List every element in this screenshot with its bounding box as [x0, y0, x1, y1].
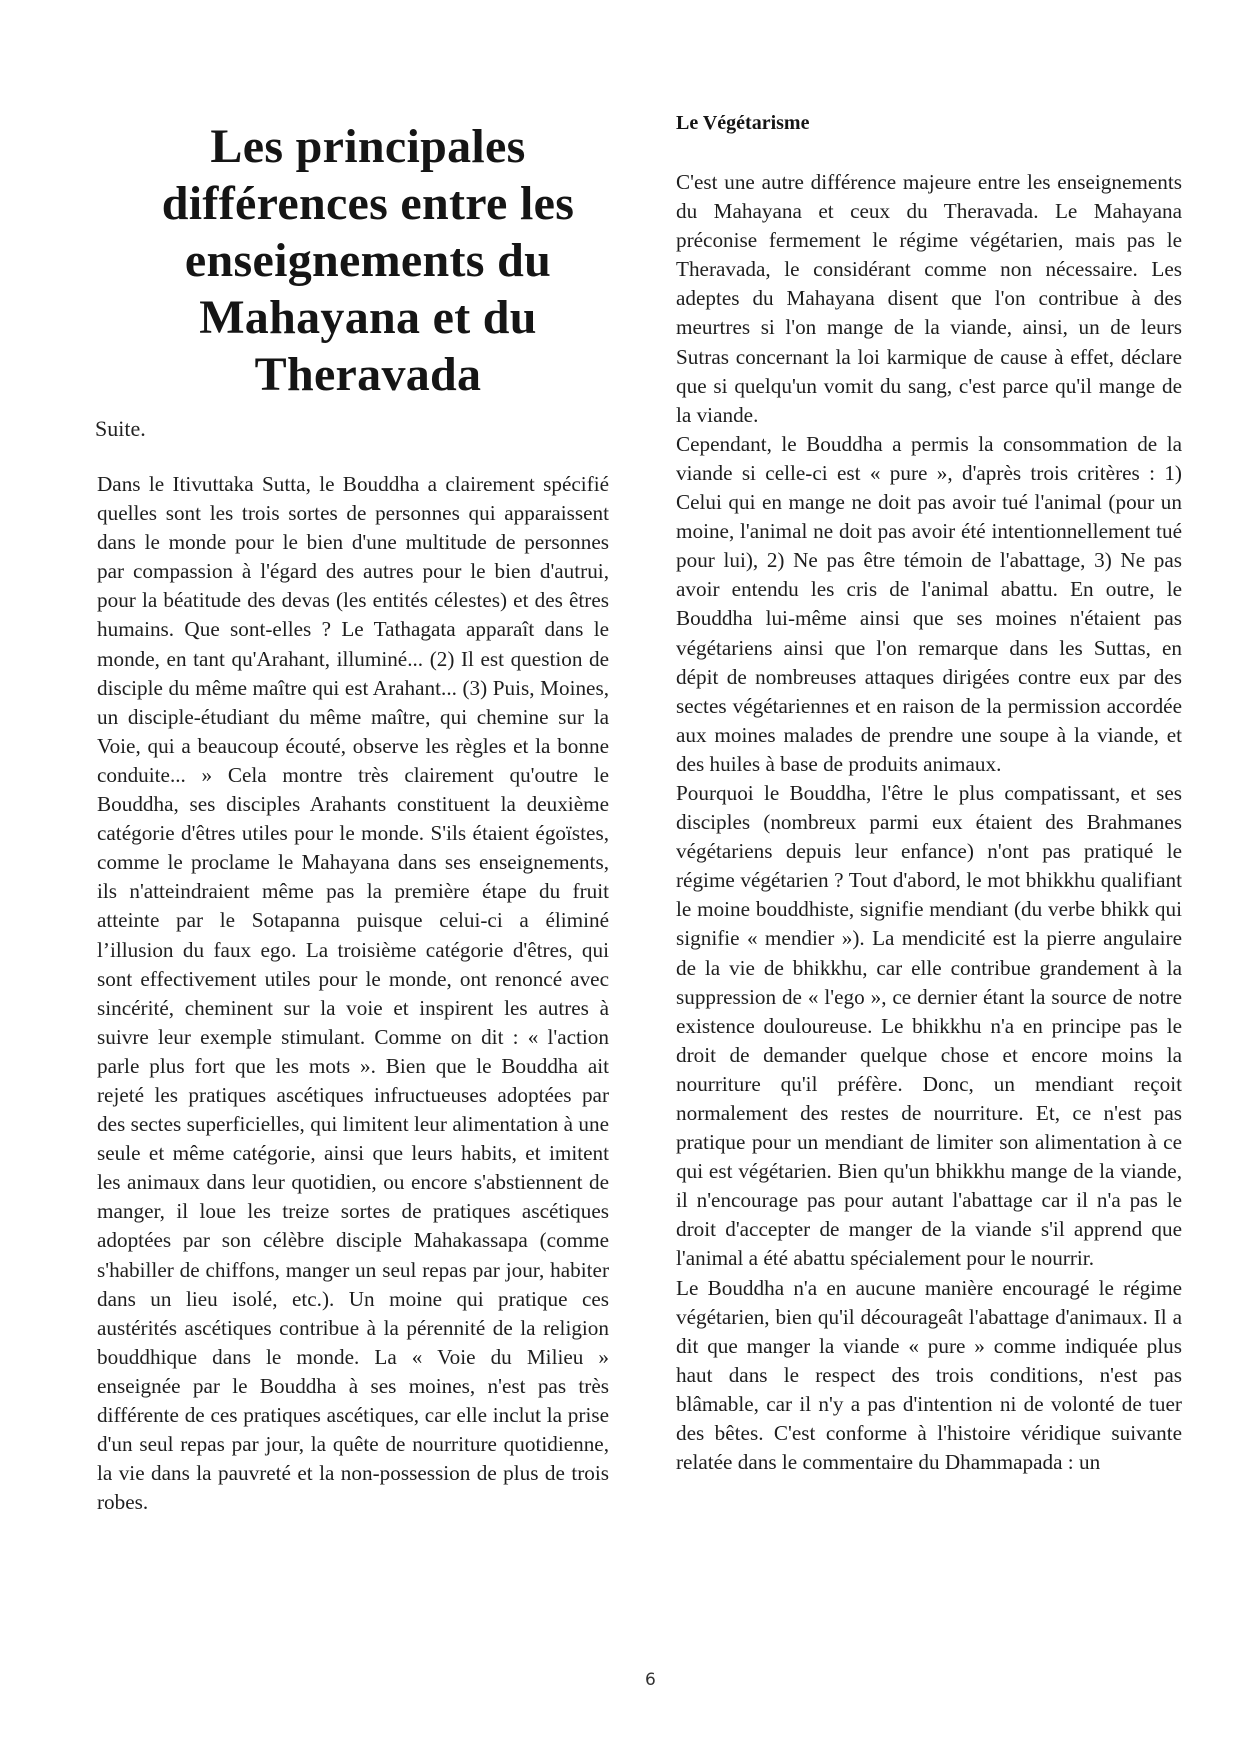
section-heading: Le Végétarisme	[676, 112, 810, 134]
section-paragraph: Pourquoi le Bouddha, l'être le plus compatissant, et ses disciples (nombreux parmi eux étaient des Brahmanes végétariens depuis leur enfance) n'ont pas pratiqué le régime végétarien ? Tout d'abord, le mot bhikkhu qualifiant le moine bouddhiste, signifie mendiant (du verbe bhikk qui signifie « mendier »). La mendicité est la pierre angulaire de la vie de bhikkhu, car elle contribue grandement à la suppression de « l'ego », ce dernier étant la source de notre existence douloureuse. Le bhikkhu n'a en principe pas le droit de demander quelque chose et encore moins la nourriture qu'il préfère. Donc, un mendiant reçoit normalement des restes de nourriture. Et, ce n'est pas pratique pour un mendiant de limiter son alimentation à ce qui est végétarien. Bien qu'un bhikkhu mange de la viande, il n'encourage pas pour autant l'abattage car il n'a pas le droit d'accepter de manger de la viande s'il apprend que l'animal a été abattu spécialement pour le nourrir.	[676, 780, 1182, 1271]
left-column	[97, 118, 609, 1517]
continuation-label: Suite.	[95, 416, 146, 441]
section-paragraph: C'est une autre différence majeure entre les enseignements du Mahayana et ceux du Theravada. Le Mahayana préconise fermement le régime végétarien, mais pas le Theravada, le considérant comme non nécessaire. Les adeptes du Mahayana disent que l'on contribue à des meurtres si l'on mange de la viande, ainsi, un de leurs Sutras concernant la loi karmique de cause à effet, déclare que si quelqu'un vomit du sang, c'est parce qu'il mange de la viande.	[676, 170, 1182, 427]
section-paragraph: Le Bouddha n'a en aucune manière encouragé le régime végétarien, bien qu'il décourageât l'abattage d'animaux. Il a dit que manger la viande « pure » comme indiquée plus haut dans le respect des trois conditions, n'est pas blâmable, car il n'y a pas d'intention ni de volonté de tuer des bêtes. C'est conforme à l'histoire véridique suivante relatée dans le commentaire du Dhammapada : un	[676, 1275, 1182, 1475]
section-paragraph: Cependant, le Bouddha a permis la consommation de la viande si celle-ci est « pure », d'après trois critères : 1) Celui qui en mange ne doit pas avoir tué l'animal (pour un moine, l'animal ne doit pas avoir été intentionnellement tué pour lui), 2) Ne pas être témoin de l'abattage, 3) Ne pas avoir entendu les cris de l'animal abattu. En outre, le Bouddha lui-même ainsi que ses moines n'étaient pas végétariens ainsi que l'on remarque dans les Suttas, en dépit de nombreuses attaques dirigées contre eux par des sectes végétariennes et en raison de la permission accordée aux moines malades de prendre une soupe à la viande, et des huiles à base de produits animaux.	[676, 431, 1182, 776]
page-number: 6	[645, 1670, 656, 1690]
article-title: Les principales différences entre les enseignements du Mahayana et du Theravada	[161, 120, 575, 401]
left-column-paragraph: Dans le Itivuttaka Sutta, le Bouddha a clairement spécifié quelles sont les trois sortes de personnes qui apparaissent dans le monde pour le bien d'une multitude de personnes par compassion à l'égard des autres pour le bien d'autrui, pour la béatitude des devas (les entités célestes) et des êtres humains. Que sont-elles ? Le Tathagata apparaît dans le monde, en tant qu'Arahant, illuminé... (2) Il est question de disciple du même maître qui est Arahant... (3) Puis, Moines, un disciple-étudiant du même maître, qui chemine sur la Voie, qui a beaucoup écouté, observe les règles et la bonne conduite... » Cela montre très clairement qu'outre le Bouddha, ses disciples Arahants constituent la deuxième catégorie d'êtres utiles pour le monde. S'ils étaient égoïstes, comme le proclame le Mahayana dans ses enseignements, ils n'atteindraient même pas la première étape du fruit atteinte par le Sotapanna puisque celui-ci a éliminé l’illusion du faux ego. La troisième catégorie d'êtres, qui sont effectivement utiles pour le monde, ont renoncé avec sincérité, cheminent sur la voie et inspirent les autres à suivre leur exemple stimulant. Comme on dit : « l'action parle plus fort que les mots ». Bien que le Bouddha ait rejeté les pratiques ascétiques infructueuses adoptées par des sectes superficielles, qui limitent leur alimentation à une seule et même catégorie, ainsi que leurs habits, et imitent les animaux dans leur quotidien, ou encore s'abstiennent de manger, il loue les treize sortes de pratiques ascétiques adoptées par son célèbre disciple Mahakassapa (comme s'habiller de chiffons, manger un seul repas par jour, habiter dans un lieu isolé, etc.). Un moine qui pratique ces austérités ascétiques contribue à la pérennité de la religion bouddhique dans le monde. La « Voie du Milieu » enseignée par le Bouddha à ses moines, n'est pas très différente de ces pratiques ascétiques, car elle inclut la prise d'un seul repas par jour, la quête de nourriture quotidienne, la vie dans la pauvreté et la non-possession de plus de trois robes.	[97, 472, 609, 1515]
right-column	[676, 110, 1182, 1477]
